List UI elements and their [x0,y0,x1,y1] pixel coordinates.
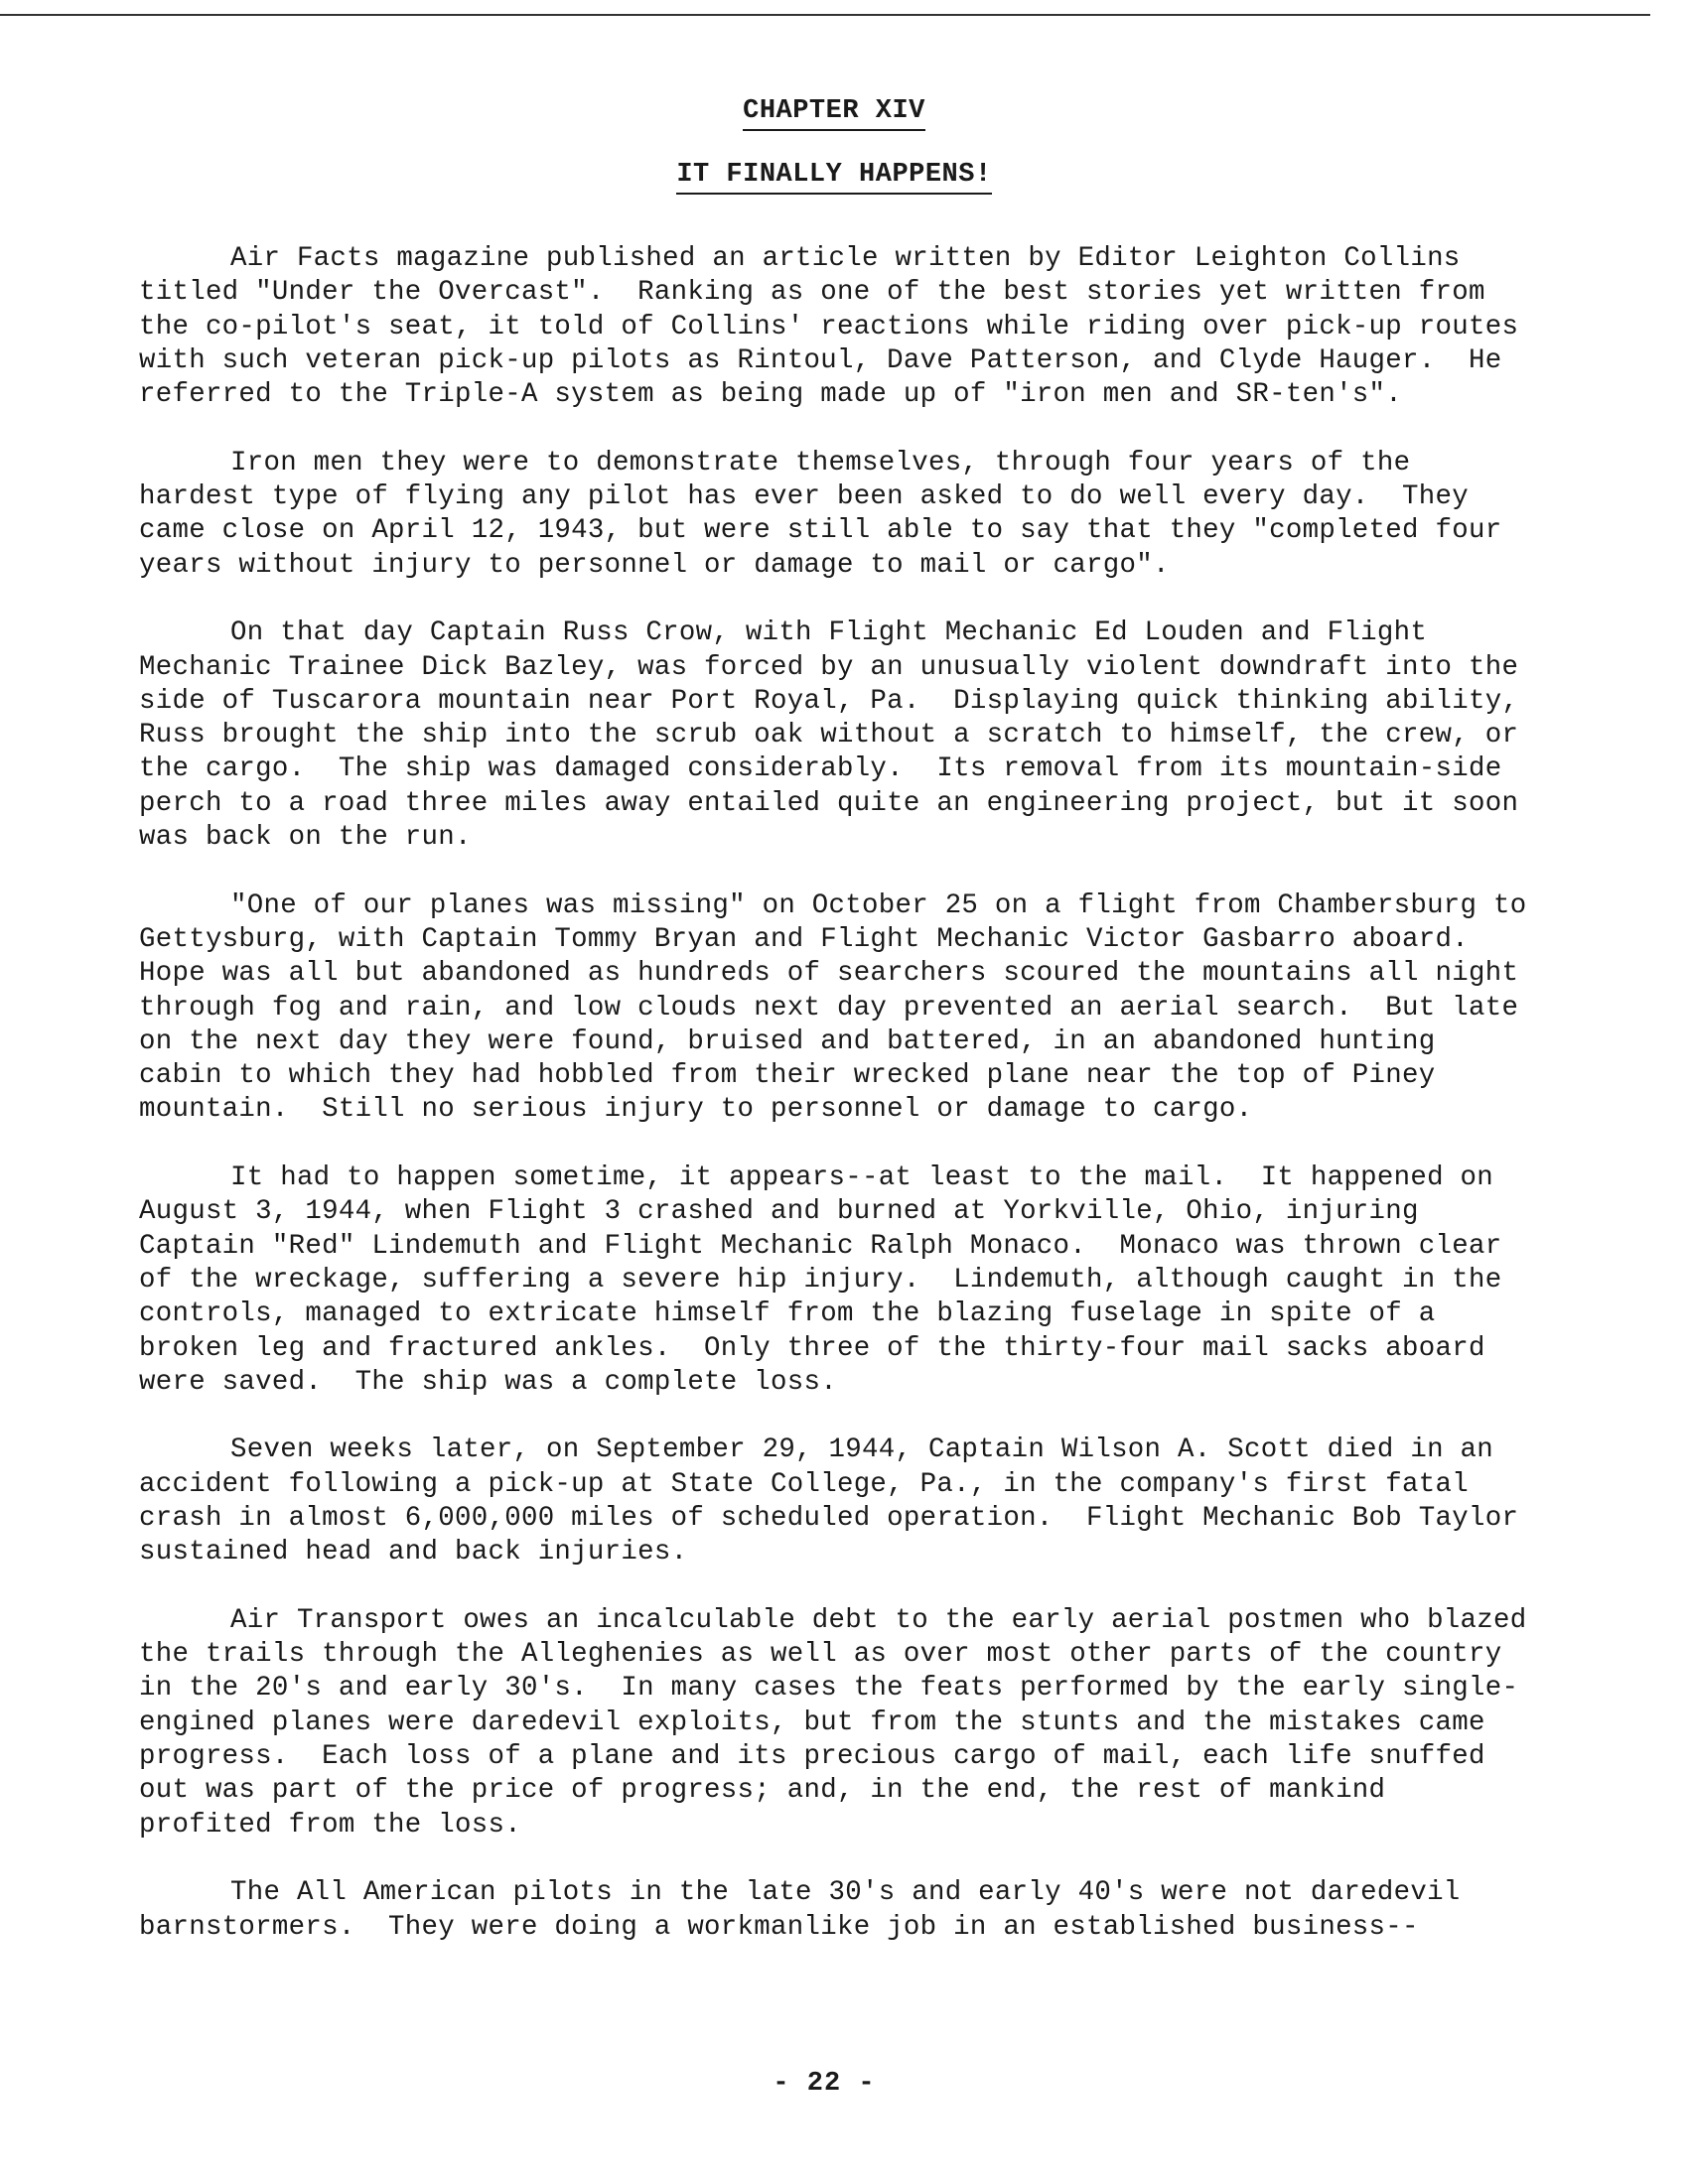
chapter-title-text: IT FINALLY HAPPENS! [676,160,991,195]
chapter-title [139,155,1529,195]
body-text [139,242,1544,1945]
paragraph-all-american-pilots: The All American pilots in the late 30's and early 40's were not daredevil barnstormers. They were doing a workmanlike job in an established business-- [139,1877,1477,1943]
page-number: - 22 - [773,2069,876,2099]
paragraph-iron-men: Iron men they were to demonstrate themselves, through four years of the hardest type of flying any pilot has ever been asked to do well every day. They came close on April 12, 1943, but were still able to say that they "completed four years without injury to personnel or damage to mail or cargo". [139,447,1519,581]
top-border-rule [0,14,1650,16]
paragraph-wilson-scott: Seven weeks later, on September 29, 1944, Captain Wilson A. Scott died in an accident following a pick-up at State College, Pa., in the company's first fatal crash in almost 6,000,000 miles of scheduled operation. Flight Mechanic Bob Taylor sustained head and back injuries. [139,1434,1535,1569]
paragraph-air-transport-debt: Air Transport owes an incalculable debt to the early aerial postmen who blazed the trails through the Alleghenies as well as over most other parts of the country in the 20's and early 30's. In many cases the feats performed by the early single-engined planes were daredevil exploits, but from the stunts and the mistakes came progress. Each loss of a plane and its precious cargo of mail, each life snuffed out was part of the price of progress; and, in the end, the rest of mankind profited from the loss. [139,1604,1544,1841]
paragraph-russ-crow: On that day Captain Russ Crow, with Flight Mechanic Ed Louden and Flight Mechanic Trainee Dick Bazley, was forced by an unusually violent downdraft into the side of Tuscarora mountain near Port Royal, Pa. Displaying quick thinking ability, Russ brought the ship into the scrub oak without a scratch to himself, the crew, or the cargo. The ship was damaged considerably. Its removal from its mountain-side perch to a road three miles away entailed quite an engineering project, but it soon was back on the run. [139,617,1535,854]
chapter-heading-text: CHAPTER XIV [743,96,925,131]
document-page [139,91,1544,1979]
paragraph-flight-3-crash: It had to happen sometime, it appears--at least to the mail. It happened on August 3, 1944, when Flight 3 crashed and burned at Yorkville, Ohio, injuring Captain "Red" Lindemuth and Flight Mechanic Ralph Monaco. Monaco was thrown clear of the wreckage, suffering a severe hip injury. Lindemuth, although caught in the controls, managed to extricate himself from the blazing fuselage in spite of a broken leg and fractured ankles. Only three of the thirty-four mail sacks aboard were saved. The ship was a complete loss. [139,1162,1519,1398]
paragraph-missing-plane: "One of our planes was missing" on October 25 on a flight from Chambersburg to Gettysburg, with Captain Tommy Bryan and Flight Mechanic Victor Gasbarro aboard. Hope was all but abandoned as hundreds of searchers scoured the mountains all night through fog and rain, and low clouds next day prevented an aerial search. But late on the next day they were found, bruised and battered, in an abandoned hunting cabin to which they had hobbled from their wrecked plane near the top of Piney mountain. Still no serious injury to personnel or damage to cargo. [139,889,1544,1126]
chapter-heading [139,91,1529,131]
paragraph-air-facts: Air Facts magazine published an article written by Editor Leighton Collins titled "Under the Overcast". Ranking as one of the best stories yet written from the co-pilot's seat, it told of Collins' reactions while riding over pick-up routes with such veteran pick-up pilots as Rintoul, Dave Patterson, and Clyde Hauger. He referred to the Triple-A system as being made up of "iron men and SR-ten's". [139,243,1535,411]
